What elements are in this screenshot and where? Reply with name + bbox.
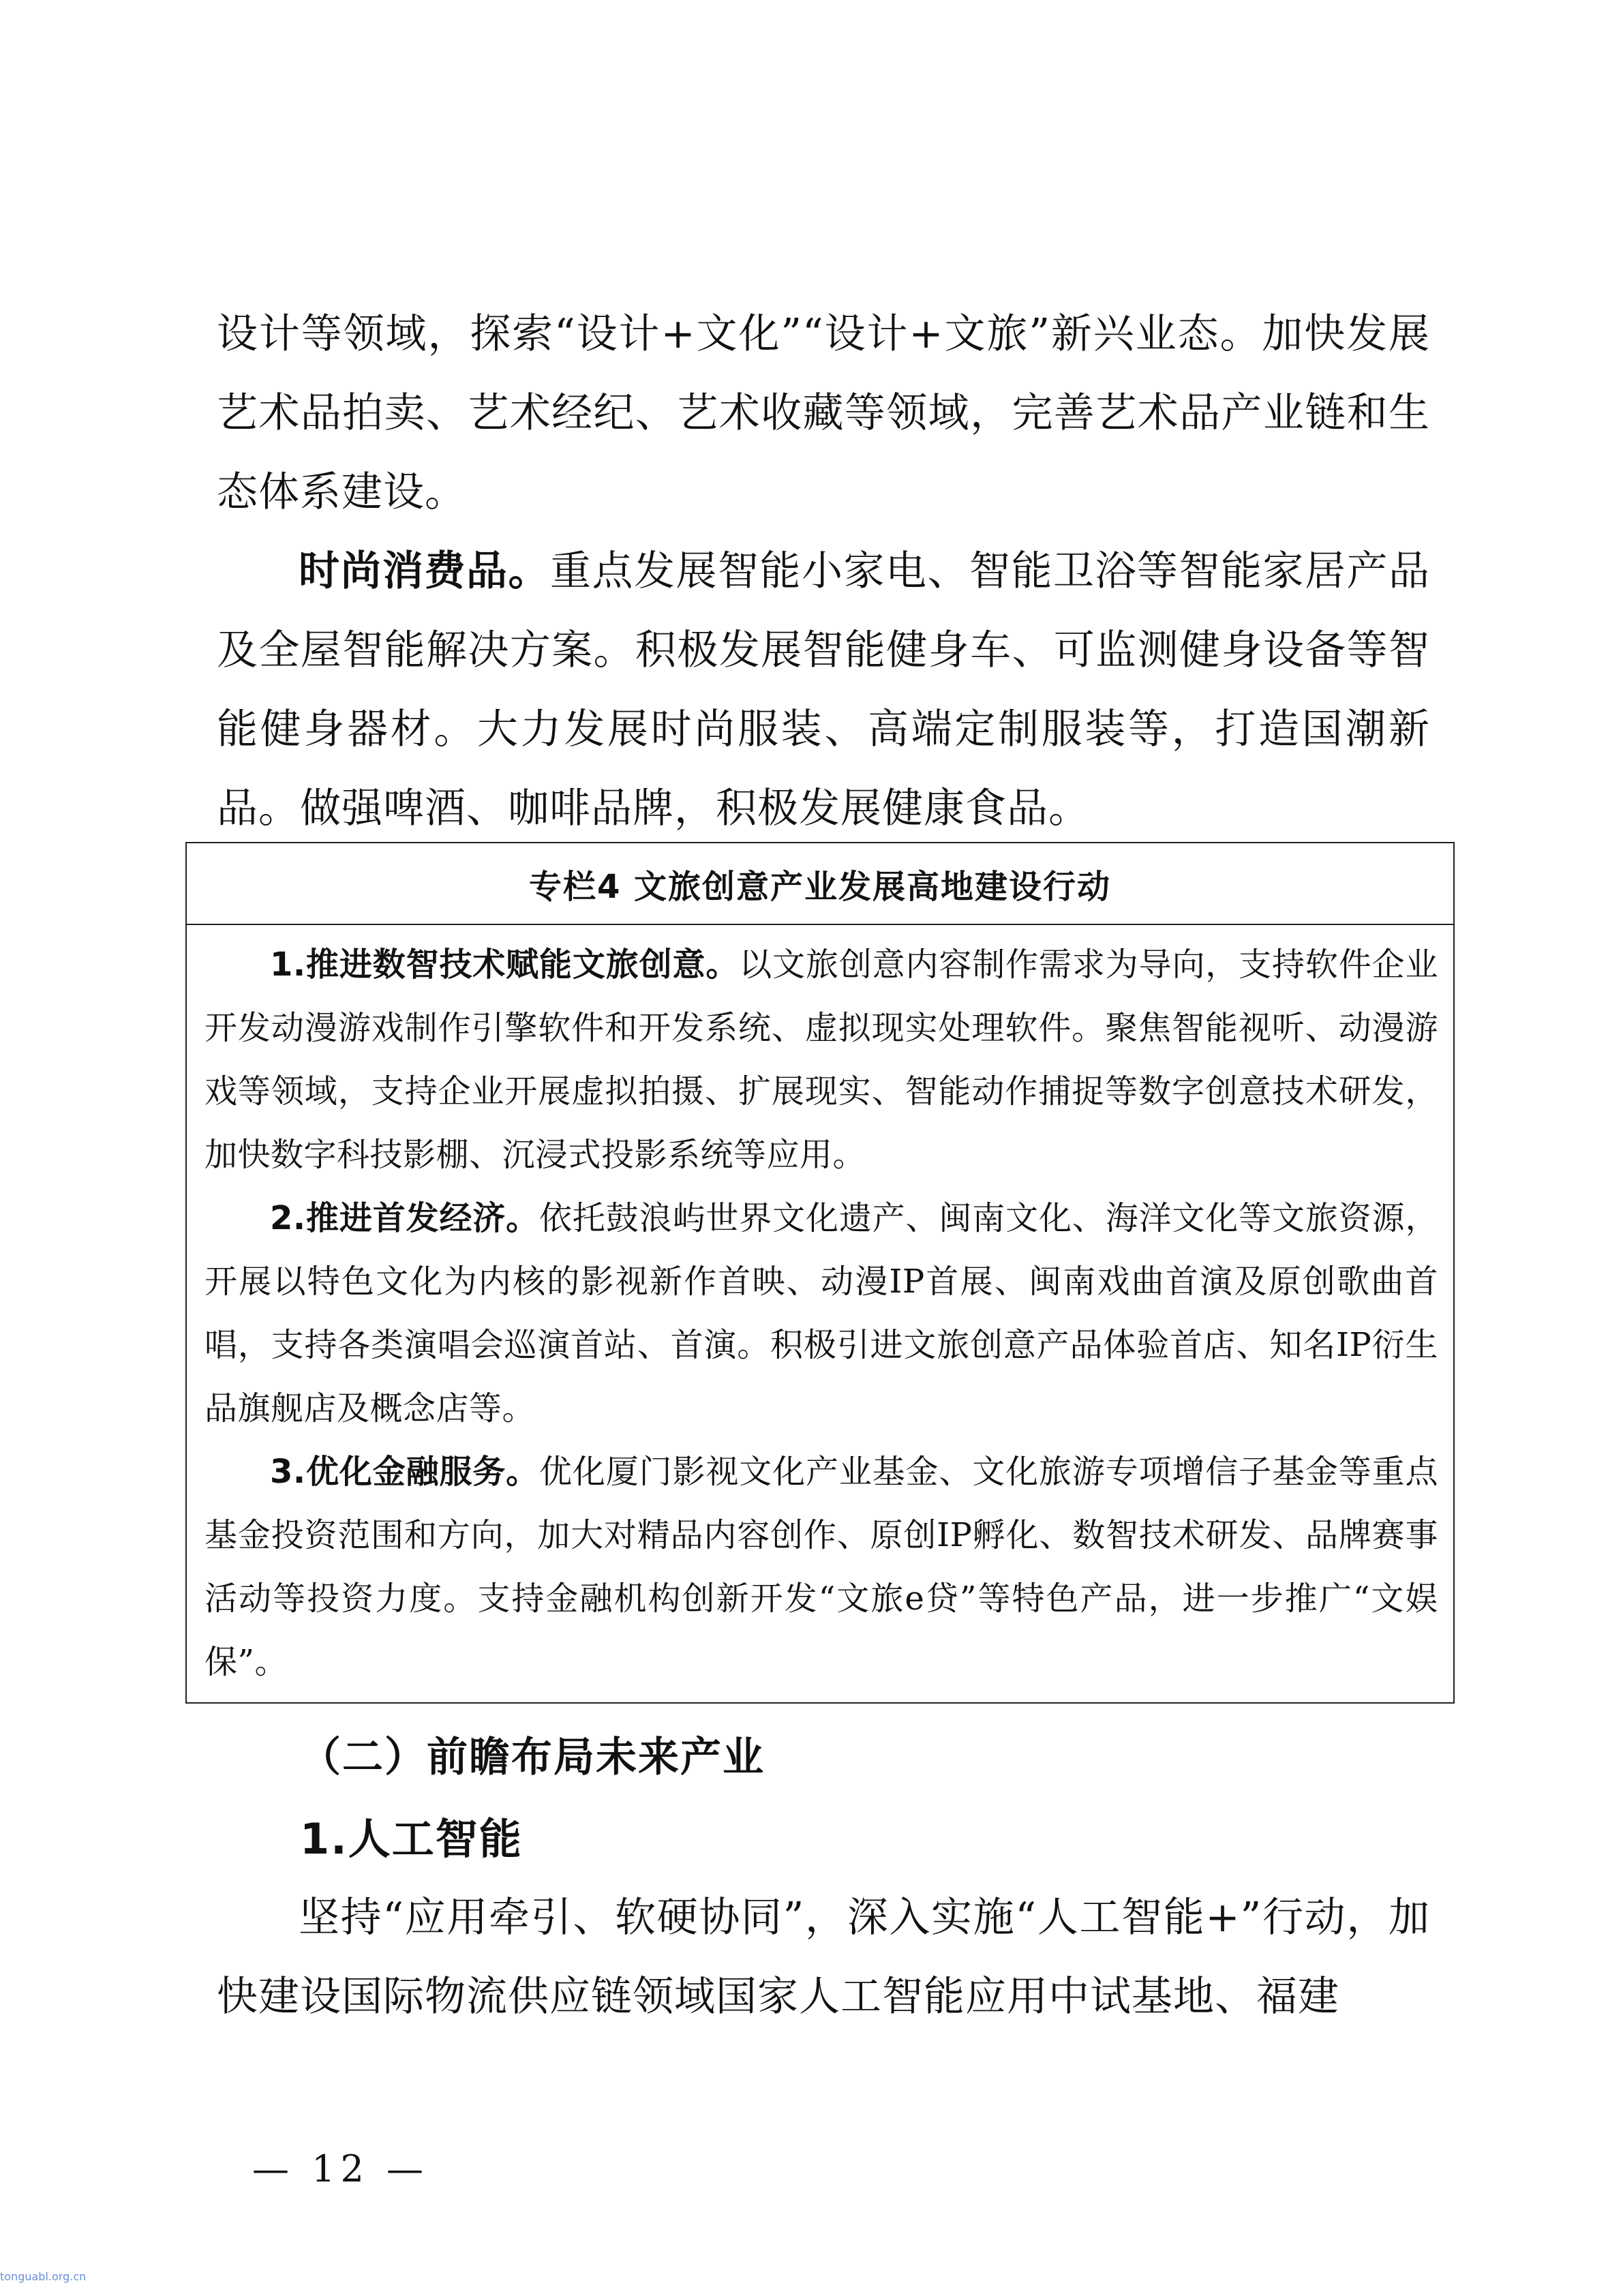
special-column-item: [204, 1440, 1438, 1694]
special-column-item: [204, 1187, 1438, 1440]
special-column-item-text: 以文旅创意内容制作需求为导向，支持软件企业开发动漫游戏制作引擎软件和开发系统、虚拟现实处理软件。聚焦智能视听、动漫游戏等领域，支持企业开展虚拟拍摄、扩展现实、智能动作捕捉等数字创意技术研发，加快数字科技影棚、沉浸式投影系统等应用。: [204, 946, 1438, 1174]
special-column-item-lead: 2.推进首发经济。: [270, 1199, 540, 1237]
special-column-item-lead: 3.优化金融服务。: [270, 1453, 540, 1491]
watermark-text: tonguabl.org.cn: [0, 2270, 87, 2283]
page-number: — 12 —: [252, 2147, 429, 2190]
special-column-item-text: 依托鼓浪屿世界文化遗产、闽南文化、海洋文化等文旅资源，开展以特色文化为内核的影视新作首映、动漫IP首展、闽南戏曲首演及原创歌曲首唱，支持各类演唱会巡演首站、首演。积极引进文旅创意产品体验首店、知名IP衍生品旗舰店及概念店等。: [204, 1199, 1438, 1428]
special-column-body: [187, 925, 1453, 1694]
special-column-item-text: 优化厦门影视文化产业基金、文化旅游专项增信子基金等重点基金投资范围和方向，加大对精品内容创作、原创IP孵化、数智技术研发、品牌赛事活动等投资力度。支持金融机构创新开发“文旅e贷”等特色产品，进一步推广“文娱保”。: [204, 1453, 1438, 1681]
special-column-box: [185, 842, 1455, 1704]
sub-heading: 1.人工智能: [300, 1814, 523, 1864]
special-column-item: [204, 933, 1438, 1187]
paragraph-fashion-consumer-goods: [217, 532, 1430, 848]
paragraph-ai: 坚持“应用牵引、软硬协同”，深入实施“人工智能+”行动，加快建设国际物流供应链领域国家人工智能应用中试基地、福建: [217, 1894, 1430, 2021]
section-heading: （二）前瞻布局未来产业: [300, 1734, 765, 1781]
paragraph-text-fashion: 重点发展智能小家电、智能卫浴等智能家居产品及全屋智能解决方案。积极发展智能健身车、可监测健身设备等智能健身器材。大力发展时尚服装、高端定制服装等，打造国潮新品。做强啤酒、咖啡品牌，积极发展健康食品。: [217, 547, 1430, 832]
paragraph-design-culture: 设计等领域，探索“设计+文化”“设计+文旅”新兴业态。加快发展艺术品拍卖、艺术经纪、艺术收藏等领域，完善艺术品产业链和生态体系建设。: [217, 310, 1430, 516]
special-column-title: 专栏4 文旅创意产业发展高地建设行动: [187, 843, 1453, 925]
paragraph-lead-fashion: 时尚消费品。: [299, 547, 550, 595]
special-column-item-lead: 1.推进数智技术赋能文旅创意。: [270, 946, 740, 984]
